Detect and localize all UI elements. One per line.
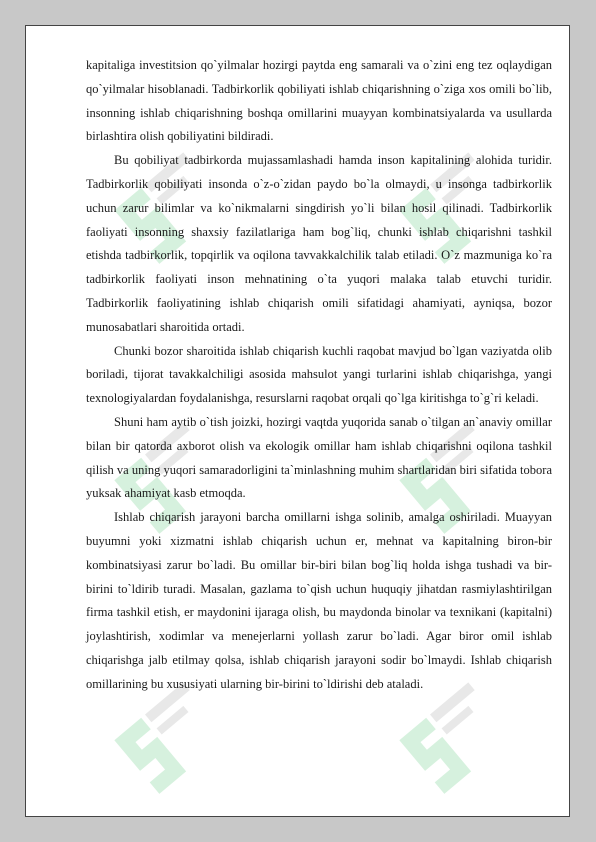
paragraph-2: Bu qobiliyat tadbirkorda mujassamlashadi hamda inson kapitalining alohida turidir. Tadbirkorlik qobiliyati insonda o`z-o`zidan paydo bo`la olmaydi, u insonga tadbirkorlik uchun zarur bilimlar va ko`nikmalarni singdirish yo`li bilan hosil qilinadi. Tadbirkorlik faoliyati insonning shaxsiy fazilatlariga ham bog`liq, chunki ishlab chiqarishni tashkil etishda tadbirkorlik, topqirlik va oqilona tavvakkalchilik talab etiladi. O`z mazmuniga ko`ra tadbirkorlik faoliyati inson mehnatining o`ta yuqori malaka talab etuvchi turidir. Tadbirkorlik faoliyatining ishlab chiqarish omili sifatidagi ahamiyati, ayniqsa, bozor munosabatlari sharoitida ortadi. [86,153,552,334]
paragraph-4: Shuni ham aytib o`tish joizki, hozirgi vaqtda yuqorida sanab o`tilgan an`anaviy omillar bilan bir qatorda axborot olish va ekologik omillar ham ishlab chiqarishni oqilona tashkil qilish va uning yuqori samaradorligini ta`minlashning muhim shartlaridan biri sifatida tobora yuksak ahamiyat kasb etmoqda. [86,414,552,501]
paragraph-5: Ishlab chiqarish jarayoni barcha omillarni ishga solinib, amalga oshiriladi. Muayyan buyumni yoki xizmatni ishlab chiqarish uchun er, mehnat va kapitalning biron-bir kombinatsiyasi zarur bo`ladi. Bu omillar bir-biri bilan bog`liq holda ishga tushadi va bir-birini to`ldirib turadi. Masalan, gazlama to`qish uchun huquqiy jihatdan rasmiylashtirilgan firma tashkil etish, er maydonini ijaraga olish, bu maydonda binolar va texnikani (kapitalni) joylashtirish, xodimlar va menejerlarni yollash zarur bo`ladi. Agar biror omil ishlab chiqarishga jalb etilmay qolsa, ishlab chiqarish jarayoni sodir bo`lmaydi. Ishlab chiqarish omillarining bu xususiyati ularning bir-birini to`ldirishi deb ataladi. [86,510,552,691]
watermark-logo [71,676,241,817]
document-body [86,54,552,697]
paragraph-1: kapitaliga investitsion qo`yilmalar hozirgi paytda eng samarali va o`zini eng tez oqlaydigan qo`yilmalar hisoblanadi. Tadbirkorlik qobiliyati ishlab chiqarishning o`ziga xos omili bo`lib, insonning ishlab chiqarishning boshqa omillarini muayyan kombinatsiyalarda va usullarda birlashtira olish qobiliyatini bildiradi. [86,58,552,144]
document-page [25,25,570,817]
watermark-logo [356,676,526,817]
paragraph-3: Chunki bozor sharoitida ishlab chiqarish kuchli raqobat mavjud bo`lgan vaziyatda olib boriladi, tijorat tavakkalchiligi asosida mahsulot yangi turlarini ishlab chiqarishga, yangi texnologiyalardan foydalanishga, resurslarni raqobat orqali qo`lga kiritishga to`g`ri keladi. [86,343,552,406]
